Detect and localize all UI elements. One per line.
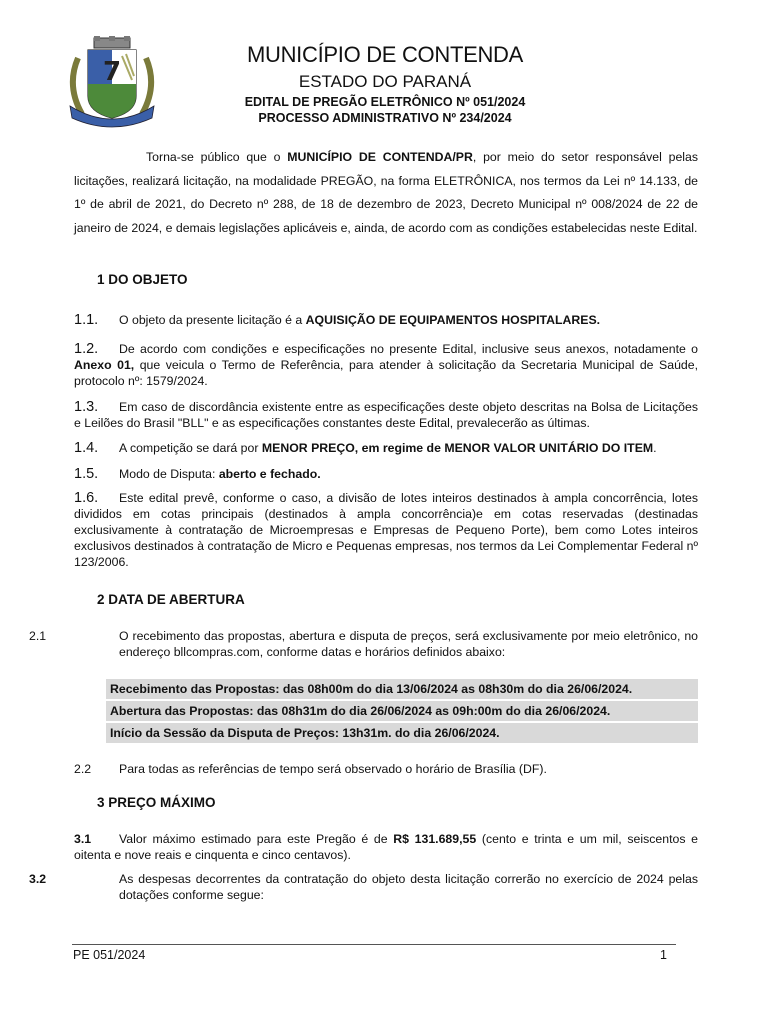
intro-municipality-bold: MUNICÍPIO DE CONTENDA/PR <box>287 150 473 164</box>
section-3-title: 3 PREÇO MÁXIMO <box>97 795 216 810</box>
footer-edital-ref: PE 051/2024 <box>73 948 146 962</box>
item-1-1 <box>74 312 698 328</box>
date-row-sessao: Início da Sessão da Disputa de Preços: 13h31m. do dia 26/06/2024. <box>106 723 698 743</box>
dates-table <box>106 679 698 745</box>
item-text-end: (cento e trinta e um mil, seiscentos e oitenta e nove reais e cinquenta e cinco centavos). <box>74 832 698 862</box>
item-1-4 <box>74 440 698 456</box>
item-text: Para todas as referências de tempo será observado o horário de Brasília (DF). <box>119 762 547 776</box>
item-1-5 <box>74 466 698 482</box>
item-text: Modo de Disputa: <box>119 467 219 481</box>
item-text-end: . <box>653 441 657 455</box>
item-text: Em caso de discordância existente entre as especificações deste objeto descritas na Bolsa de Licitações e Leilões do Brasil "BLL" e as especificações constantes deste Edital, prevalecerão as últimas. <box>74 400 698 430</box>
item-number: 1.4. <box>74 440 99 456</box>
item-text: O objeto da presente licitação é a <box>119 313 306 327</box>
state-title: ESTADO DO PARANÁ <box>298 72 472 91</box>
item-1-6 <box>74 490 698 570</box>
item-number: 1.5. <box>74 466 99 482</box>
date-row-abertura: Abertura das Propostas: das 08h31m do dia 26/06/2024 as 09h:00m do dia 26/06/2024. <box>106 701 698 721</box>
item-bold-text: Anexo 01, <box>74 358 135 372</box>
municipality-title: MUNICÍPIO DE CONTENDA <box>246 42 524 67</box>
item-text: O recebimento das propostas, abertura e disputa de preços, será exclusivamente por meio eletrônico, no endereço bllcompras.com, conforme datas e horários definidos abaixo: <box>119 629 698 659</box>
svg-text:7: 7 <box>102 57 122 87</box>
intro-text-start: Torna-se público que o <box>146 150 288 164</box>
item-bold-text: aberto e fechado. <box>218 467 321 481</box>
item-number: 3.2 <box>29 872 47 886</box>
municipal-seal-logo <box>64 36 160 128</box>
edital-number: EDITAL DE PREGÃO ELETRÔNICO Nº 051/2024 <box>244 95 526 109</box>
date-row-recebimento: Recebimento das Propostas: das 08h00m do dia 13/06/2024 as 08h30m do dia 26/06/2024. <box>106 679 698 699</box>
item-3-1 <box>74 831 698 863</box>
processo-number: PROCESSO ADMINISTRATIVO Nº 234/2024 <box>258 111 512 125</box>
item-2-1 <box>29 628 698 660</box>
item-bold-text: MENOR PREÇO, em regime de MENOR VALOR UNITÁRIO DO ITEM <box>261 441 654 455</box>
item-text: A competição se dará por <box>119 441 262 455</box>
item-number: 1.1. <box>74 312 99 328</box>
item-number: 2.2 <box>74 762 92 776</box>
section-1-title: 1 DO OBJETO <box>97 272 188 287</box>
page-number: 1 <box>660 948 667 962</box>
intro-text-rest: , por meio do setor responsável pelas licitações, realizará licitação, na modalidade PREGÃO, na forma ELETRÔNICA, nos termos da Lei nº 14.133, de 1º de abril de 2021, do Decreto nº 288, de 18 de dezembro de 2023, Decreto Municipal nº 008/2024 de 22 de janeiro de 2024, e demais legislações aplicáveis e, ainda, de acordo com as condições estabelecidas neste Edital. <box>74 150 698 235</box>
max-price-value: R$ 131.689,55 <box>393 832 477 846</box>
item-number: 2.1 <box>29 629 47 643</box>
item-2-2 <box>74 761 698 777</box>
item-text: Valor máximo estimado para este Pregão é de <box>119 832 394 846</box>
item-number: 3.1 <box>74 832 92 846</box>
item-number: 1.2. <box>74 341 99 357</box>
item-bold-text: AQUISIÇÃO DE EQUIPAMENTOS HOSPITALARES. <box>305 313 601 327</box>
intro-paragraph <box>74 146 698 240</box>
item-text-end: que veicula o Termo de Referência, para atender à solicitação da Secretaria Municipal de Saúde, protocolo nº: 1579/2024. <box>74 358 698 388</box>
item-3-2 <box>29 871 698 903</box>
section-2-title: 2 DATA DE ABERTURA <box>97 592 245 607</box>
item-1-3 <box>74 399 698 431</box>
footer-divider <box>72 944 676 945</box>
item-number: 1.6. <box>74 490 99 506</box>
item-1-2 <box>74 341 698 389</box>
item-number: 1.3. <box>74 399 99 415</box>
item-text: Este edital prevê, conforme o caso, a divisão de lotes inteiros destinados à ampla concorrência, lotes divididos em cotas principais (destinados à ampla concorrência)e em cotas reservadas (destinadas exclusivamente à contratação de Microempresas e Empresas de Pequeno Porte), bem como Lotes inteiros exclusivos destinados à contratação de Micro e Pequenas empresas, nos termos da Lei Complementar Federal nº 123/2006. <box>74 491 698 569</box>
item-text: De acordo com condições e especificações no presente Edital, inclusive seus anexos, notadamente o <box>119 342 698 356</box>
item-text: As despesas decorrentes da contratação do objeto desta licitação correrão no exercício de 2024 pelas dotações conforme segue: <box>119 872 698 902</box>
